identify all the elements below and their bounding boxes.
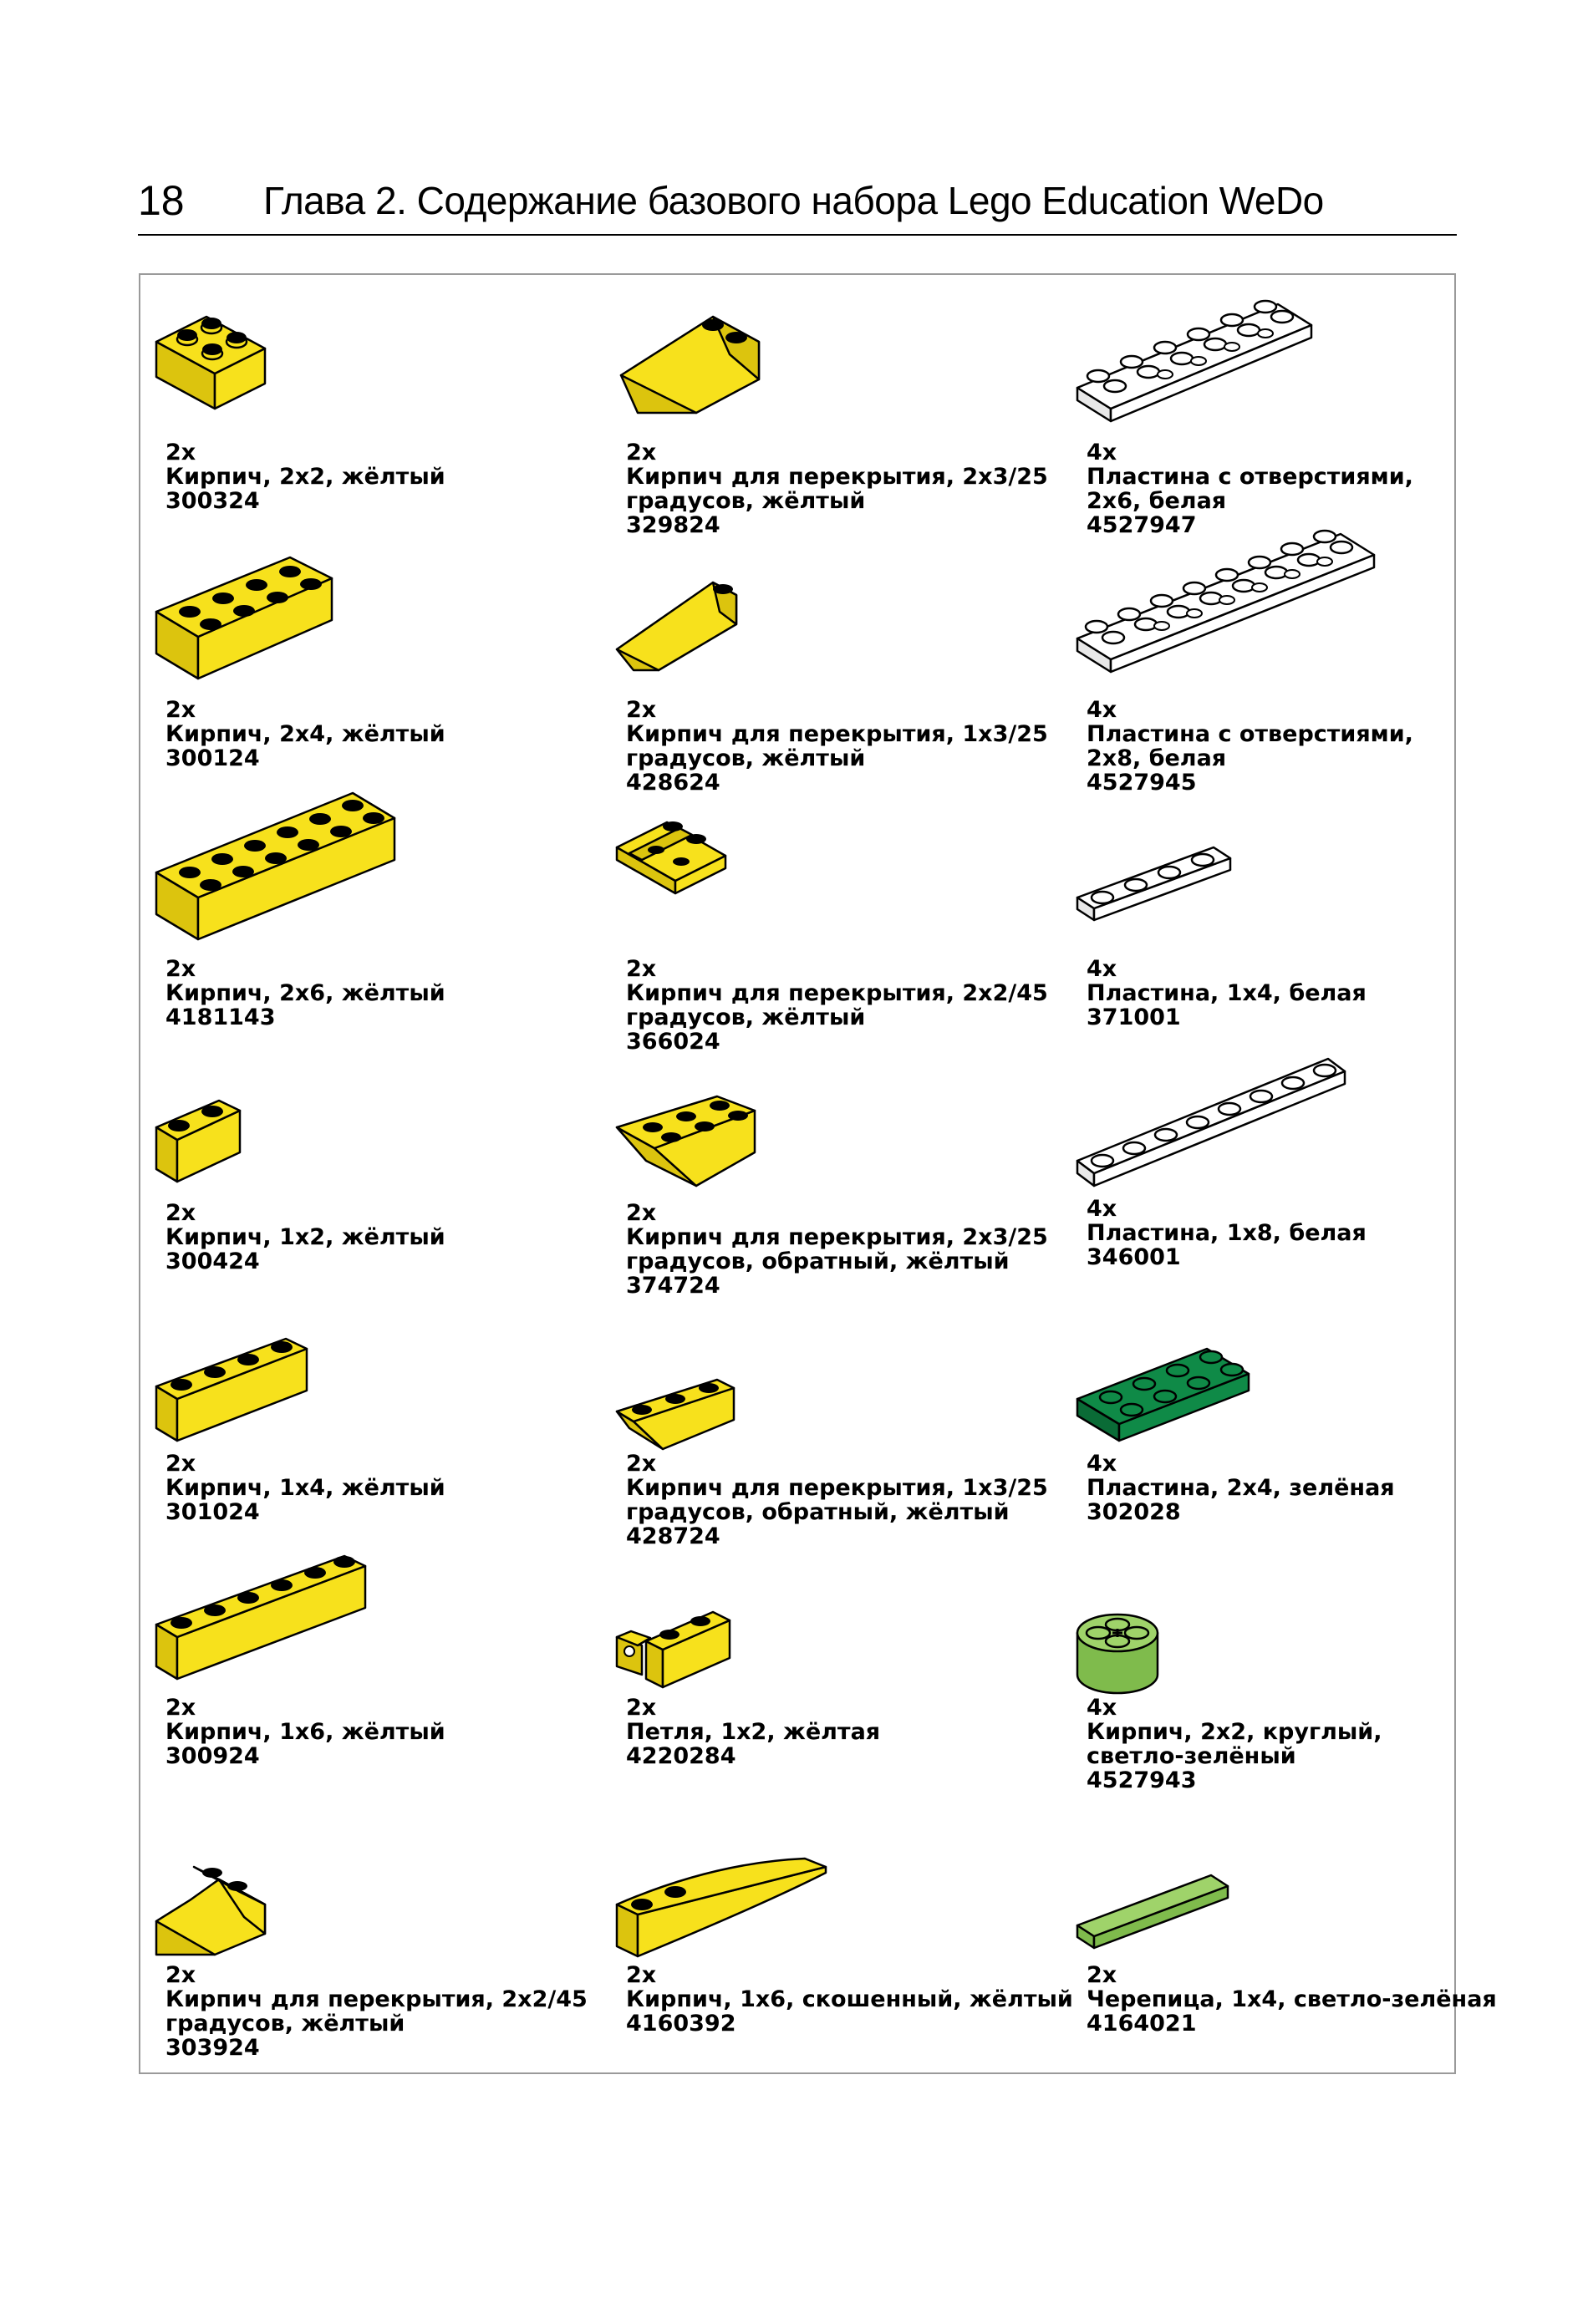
part-name: Кирпич для перекрытия, 2x3/25 [626, 1224, 1048, 1250]
part-qty: 2x [165, 1695, 196, 1721]
part-code: 4181143 [165, 1004, 276, 1030]
brick-1x2-yellow-icon [152, 1098, 252, 1190]
part-name: градусов, жёлтый [626, 1004, 866, 1030]
chapter-title: Глава 2. Содержание базового набора Lego Education WeDo [263, 179, 1324, 222]
part-code: 346001 [1087, 1244, 1181, 1270]
part-code: 300424 [165, 1248, 260, 1274]
part-code: 302028 [1087, 1499, 1181, 1525]
part-qty: 4x [1087, 440, 1117, 465]
part-code: 4527943 [1087, 1767, 1197, 1793]
part-code: 300924 [165, 1743, 260, 1769]
part-code: 301024 [165, 1499, 260, 1525]
part-name: Пластина с отверстиями, [1087, 721, 1413, 747]
part-name: Кирпич, 2x6, жёлтый [165, 980, 445, 1006]
part-name: Кирпич, 2x4, жёлтый [165, 721, 445, 747]
part-name: градусов, обратный, жёлтый [626, 1248, 1010, 1274]
plate-1x4-white-icon [1073, 843, 1240, 927]
hinge-1x2-yellow-icon [613, 1599, 738, 1691]
part-code: 300124 [165, 745, 260, 771]
part-name: Кирпич, 1x6, жёлтый [165, 1719, 445, 1745]
part-name: Кирпич, 1x6, скошенный, жёлтый [626, 1986, 1073, 2012]
part-name: градусов, жёлтый [165, 2011, 405, 2037]
part-qty: 2x [165, 697, 196, 723]
part-qty: 2x [1087, 1962, 1117, 1988]
part-qty: 2x [626, 440, 657, 465]
part-name: Кирпич для перекрытия, 1x3/25 [626, 721, 1048, 747]
part-qty: 2x [165, 1451, 196, 1477]
part-code: 4164021 [1087, 2011, 1197, 2037]
part-qty: 4x [1087, 697, 1117, 723]
part-name: Петля, 1x2, жёлтая [626, 1719, 881, 1745]
part-qty: 2x [626, 1451, 657, 1477]
part-qty: 2x [165, 1200, 196, 1226]
plate-1x8-white-icon [1073, 1056, 1357, 1198]
part-qty: 2x [626, 956, 657, 982]
part-code: 4220284 [626, 1743, 736, 1769]
part-code: 428624 [626, 770, 720, 796]
part-qty: 4x [1087, 1695, 1117, 1721]
round-brick-2x2-lime-icon [1073, 1599, 1165, 1700]
part-qty: 4x [1087, 1451, 1117, 1477]
part-name: Кирпич для перекрытия, 2x2/45 [165, 1986, 588, 2012]
part-name: 2x8, белая [1087, 745, 1227, 771]
slope-2x2-45-yellow-icon [152, 1854, 277, 1963]
part-name: Кирпич для перекрытия, 1x3/25 [626, 1475, 1048, 1501]
part-qty: 2x [165, 440, 196, 465]
part-name: градусов, жёлтый [626, 488, 866, 514]
plate-2x6-holes-white-icon [1073, 296, 1324, 430]
page-number: 18 [138, 177, 185, 224]
inverted-slope-2x3-yellow-icon [613, 1094, 771, 1194]
part-qty: 4x [1087, 1196, 1117, 1222]
slope-1x3-yellow-icon [613, 566, 746, 683]
brick-1x4-yellow-icon [152, 1336, 319, 1445]
part-qty: 2x [626, 697, 657, 723]
part-name: Кирпич, 1x4, жёлтый [165, 1475, 445, 1501]
part-name: Пластина, 2x4, зелёная [1087, 1475, 1395, 1501]
part-name: Кирпич, 1x2, жёлтый [165, 1224, 445, 1250]
curved-slope-1x6-yellow-icon [613, 1854, 838, 1963]
part-code: 374724 [626, 1273, 720, 1299]
brick-2x4-yellow-icon [152, 553, 344, 687]
part-qty: 2x [165, 956, 196, 982]
brick-2x2-yellow-icon [152, 300, 277, 417]
plate-2x8-holes-white-icon [1073, 526, 1382, 684]
part-name: Кирпич для перекрытия, 2x2/45 [626, 980, 1048, 1006]
tile-1x4-lime-icon [1073, 1871, 1240, 1955]
part-code: 300324 [165, 488, 260, 514]
parts-table [139, 273, 1497, 2074]
slope-2x3-yellow-icon [613, 296, 771, 421]
part-code: 366024 [626, 1029, 720, 1055]
part-name: Пластина с отверстиями, [1087, 464, 1413, 490]
part-qty: 2x [626, 1695, 657, 1721]
part-name: Пластина, 1x4, белая [1087, 980, 1367, 1006]
part-name: градусов, обратный, жёлтый [626, 1499, 1010, 1525]
brick-2x6-yellow-icon [152, 789, 403, 948]
plate-2x4-green-icon [1073, 1345, 1257, 1453]
part-name: Кирпич для перекрытия, 2x3/25 [626, 464, 1048, 490]
part-qty: 2x [165, 1962, 196, 1988]
part-name: Кирпич, 2x2, круглый, [1087, 1719, 1382, 1745]
inverted-slope-1x3-yellow-icon [613, 1378, 746, 1453]
part-name: Пластина, 1x8, белая [1087, 1220, 1367, 1246]
part-name: градусов, жёлтый [626, 745, 866, 771]
part-code: 4527947 [1087, 512, 1197, 538]
part-code: 371001 [1087, 1004, 1181, 1030]
part-qty: 2x [626, 1200, 657, 1226]
part-name: Кирпич, 2x2, жёлтый [165, 464, 445, 490]
part-qty: 4x [1087, 956, 1117, 982]
brick-1x6-yellow-icon [152, 1554, 378, 1687]
part-code: 428724 [626, 1523, 720, 1549]
part-code: 303924 [165, 2035, 260, 2061]
part-code: 4160392 [626, 2011, 736, 2037]
part-name: светло-зелёный [1087, 1743, 1296, 1769]
part-name: Черепица, 1x4, светло-зелёная [1087, 1986, 1497, 2012]
part-code: 4527945 [1087, 770, 1197, 796]
part-qty: 2x [626, 1962, 657, 1988]
part-code: 329824 [626, 512, 720, 538]
slope-2x2-45-yellow-icon [613, 810, 738, 902]
page-header [138, 171, 1457, 236]
part-name: 2x6, белая [1087, 488, 1227, 514]
